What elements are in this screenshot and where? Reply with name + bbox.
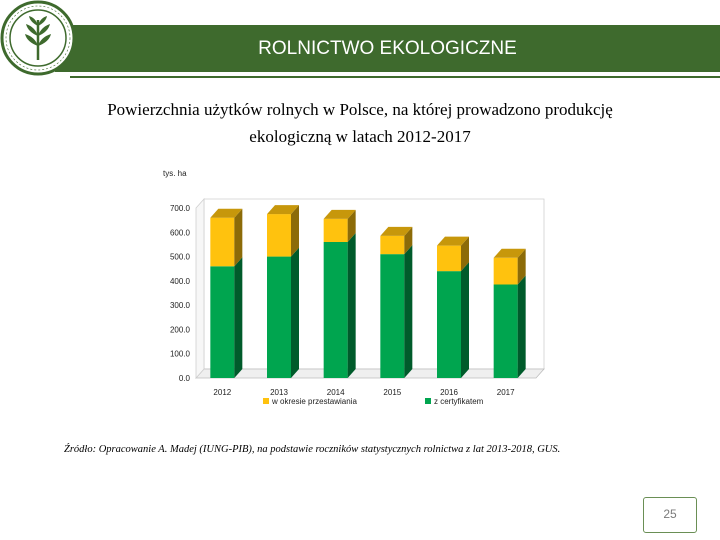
x-tick-label: 2013: [270, 388, 288, 397]
bar-conversion-front: [210, 218, 234, 267]
chart-title-line-1: Powierzchnia użytków rolnych w Polsce, na której prowadzono produkcję: [107, 100, 613, 119]
bar-certified-side: [461, 262, 469, 378]
y-tick-label: 500.0: [169, 252, 190, 262]
chart-floor: [196, 369, 544, 378]
bar-certified-front: [380, 254, 404, 378]
y-axis-label: tys. ha: [163, 169, 187, 178]
bar-conversion-front: [267, 214, 291, 256]
bar-certified-front: [267, 257, 291, 378]
bar-certified-side: [404, 245, 412, 378]
chart-back-wall: [204, 199, 544, 369]
bar-certified-front: [437, 271, 461, 378]
legend-swatch: [263, 398, 269, 404]
legend-label: w okresie przestawiania: [272, 397, 357, 406]
x-tick-label: 2014: [326, 388, 345, 397]
bar-conversion-side: [291, 205, 299, 257]
x-tick-label: 2012: [213, 388, 232, 397]
page-number: 25: [663, 507, 677, 521]
bar-conversion-front: [380, 236, 404, 254]
y-tick-label: 0.0: [178, 374, 190, 383]
y-tick-label: 100.0: [169, 349, 190, 359]
bar-certified-front: [494, 285, 518, 379]
x-tick-label: 2016: [440, 388, 458, 397]
y-tick-label: 700.0: [169, 204, 190, 213]
header-title: ROLNICTWO EKOLOGICZNE: [258, 38, 517, 59]
chart-side-wall: [196, 199, 204, 378]
bar-certified-front: [324, 242, 348, 378]
bar-conversion-side: [234, 209, 242, 267]
y-tick-label: 600.0: [169, 228, 190, 238]
bar-certified-side: [348, 233, 356, 378]
legend-swatch: [425, 398, 431, 404]
x-tick-label: 2015: [383, 388, 402, 397]
bar-conversion-front: [324, 219, 348, 242]
bar-conversion-front: [494, 258, 518, 285]
bar-certified-side: [291, 248, 299, 378]
legend-label: z certyfikatem: [434, 397, 484, 406]
source-note: Źródło: Opracowanie A. Madej (IUNG-PIB), na podstawie roczników statystycznych rolnictwa z lat 2013-2018, GUS.: [64, 444, 561, 455]
bar-certified-side: [234, 257, 242, 378]
x-tick-label: 2017: [496, 388, 515, 397]
bar-certified-side: [518, 276, 526, 379]
y-tick-label: 300.0: [169, 301, 190, 311]
y-tick-label: 400.0: [169, 276, 190, 286]
bar-conversion-front: [437, 246, 461, 272]
page-number-box: [643, 497, 697, 533]
bar-certified-front: [210, 266, 234, 378]
chart-title-line-2: ekologiczną w latach 2012-2017: [249, 127, 471, 146]
y-tick-label: 200.0: [169, 325, 190, 335]
